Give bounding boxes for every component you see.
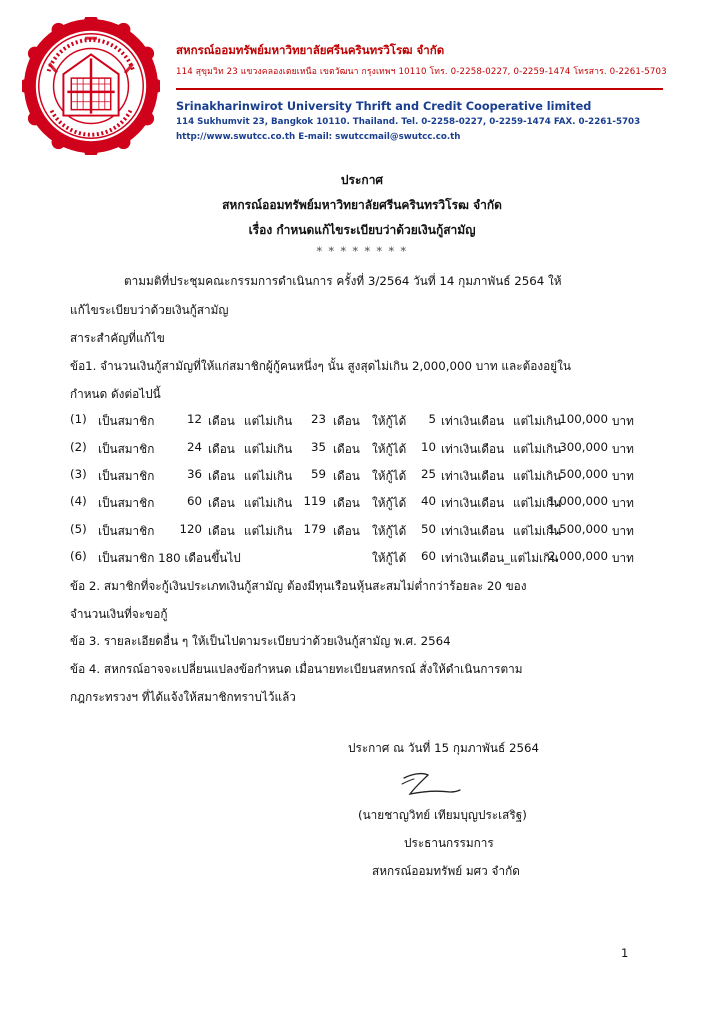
row-not-exceed: แต่ไม่เกิน (244, 496, 293, 510)
item-1-line-1: ข้อ1. จำนวนเงินกู้สามัญที่ให้แก่สมาชิกผู้กู้คนหนึ่งๆ นั้น สูงสุดไม่เกิน 2,000,000 บาท และต้องอยู่ใน (70, 359, 571, 373)
row-times: 50 (420, 522, 436, 536)
row-times: 40 (420, 494, 436, 508)
item-2-line-1: ข้อ 2. สมาชิกที่จะกู้เงินประเภทเงินกู้สามัญ ต้องมีทุนเรือนหุ้นสะสมไม่ต่ำกว่าร้อยละ 20 ของ (70, 579, 527, 593)
intro-line-2: แก้ไขระเบียบว่าด้วยเงินกู้สามัญ (70, 303, 229, 317)
row-loan-label: ให้กู้ได้ (372, 524, 407, 538)
row-baht: บาท (612, 496, 634, 510)
item-1-line-2: กำหนด ดังต่อไปนี้ (70, 387, 161, 401)
row-unit: เดือน (208, 442, 235, 456)
org-web-email: http://www.swutcc.co.th E-mail: swutccmail@swutcc.co.th (176, 132, 461, 142)
announcement-org: สหกรณ์ออมทรัพย์มหาวิทยาลัยศรีนครินทรวิโรฒ จำกัด (222, 198, 502, 212)
row-to-months: 23 (310, 412, 326, 426)
row-amount: 2,000,000 (547, 549, 608, 563)
row-amount: 500,000 (559, 467, 608, 481)
row-unit: เดือน (208, 414, 235, 428)
row-to-months: 59 (310, 467, 326, 481)
row-amount: 1,000,000 (547, 494, 608, 508)
row-member-label: เป็นสมาชิก (98, 469, 155, 483)
row-loan-label: ให้กู้ได้ (372, 414, 407, 428)
row-amount: 1,500,000 (547, 522, 608, 536)
row-not-exceed: แต่ไม่เกิน (244, 469, 293, 483)
org-english-name: Srinakharinwirot University Thrift and Credit Cooperative limited (176, 100, 592, 113)
row-loan-label: ให้กู้ได้ (372, 496, 407, 510)
row-to-months: 179 (303, 522, 326, 536)
announcement-subject: เรื่อง กำหนดแก้ไขระเบียบว่าด้วยเงินกู้สามัญ (248, 223, 476, 237)
row-limit: แต่ไม่เกิน (513, 469, 562, 483)
row-loan-label: ให้กู้ได้ (372, 551, 407, 565)
row-limit: แต่ไม่เกิน (513, 524, 562, 538)
org-thai-address: 114 สุขุมวิท 23 แขวงคลองเตยเหนือ เขตวัฒนา กรุงเทพฯ 10110 โทร. 0-2258-0227, 0-2259-1474 โทรสาร. 0-2261-5703 (176, 67, 667, 77)
signer-org: สหกรณ์ออมทรัพย์ มศว จำกัด (372, 864, 520, 878)
row-times: 25 (420, 467, 436, 481)
row-salary: เท่าเงินเดือน (441, 469, 505, 483)
row-from-months: 60 (186, 494, 202, 508)
row-loan-label: ให้กู้ได้ (372, 469, 407, 483)
row-from-months: 120 (179, 522, 202, 536)
row-number: (6) (70, 549, 87, 563)
row-number: (5) (70, 522, 87, 536)
row-loan-label: ให้กู้ได้ (372, 442, 407, 456)
row-unit: เดือน (208, 496, 235, 510)
row-number: (3) (70, 467, 87, 481)
item-4-line-1: ข้อ 4. สหกรณ์อาจจะเปลี่ยนแปลงข้อกำหนด เมื่อนายทะเบียนสหกรณ์ สั่งให้ดำเนินการตาม (70, 662, 523, 676)
row-unit-2: เดือน (333, 414, 360, 428)
page-number: 1 (621, 946, 629, 960)
org-thai-name: สหกรณ์ออมทรัพย์มหาวิทยาลัยศรีนครินทรวิโรฒ จำกัด (176, 43, 445, 57)
row-number: (1) (70, 412, 87, 426)
row-salary: เท่าเงินเดือน (441, 524, 505, 538)
row-times: 5 (428, 412, 436, 426)
row-from-months: 36 (186, 467, 202, 481)
row-amount: 100,000 (559, 412, 608, 426)
row-baht: บาท (612, 414, 634, 428)
row-number: (4) (70, 494, 87, 508)
row-unit-2: เดือน (333, 524, 360, 538)
row-unit: เดือน (208, 524, 235, 538)
row-baht: บาท (612, 524, 634, 538)
essence-label: สาระสำคัญที่แก้ไข (70, 331, 165, 345)
row-unit-2: เดือน (333, 496, 360, 510)
separator-stars: * * * * * * * * (316, 245, 408, 258)
row-member-label: เป็นสมาชิก (98, 414, 155, 428)
row-to-months: 35 (310, 440, 326, 454)
row-salary: เท่าเงินเดือน (441, 442, 505, 456)
row-unit-2: เดือน (333, 442, 360, 456)
intro-line-1: ตามมติที่ประชุมคณะกรรมการดำเนินการ ครั้งที่ 3/2564 วันที่ 14 กุมภาพันธ์ 2564 ให้ (124, 274, 562, 288)
row-limit: แต่ไม่เกิน (513, 496, 562, 510)
row-member-label: เป็นสมาชิก (98, 496, 155, 510)
row-limit: แต่ไม่เกิน (513, 414, 562, 428)
row-from-months: 12 (186, 412, 202, 426)
row-baht: บาท (612, 551, 634, 565)
announcement-date: ประกาศ ณ วันที่ 15 กุมภาพันธ์ 2564 (348, 741, 539, 755)
signer-name: (นายชาญวิทย์ เทียมบุญประเสริฐ) (358, 808, 527, 822)
row-unit-2: เดือน (333, 469, 360, 483)
row-salary: เท่าเงินเดือน (441, 496, 505, 510)
item-4-line-2: กฎกระทรวงฯ ที่ได้แจ้งให้สมาชิกทราบไว้แล้ว (70, 690, 296, 704)
item-3: ข้อ 3. รายละเอียดอื่น ๆ ให้เป็นไปตามระเบียบว่าด้วยเงินกู้สามัญ พ.ศ. 2564 (70, 634, 451, 648)
row-times: 10 (420, 440, 436, 454)
row-baht: บาท (612, 442, 634, 456)
row-salary-limit: เท่าเงินเดือน_แต่ไม่เกิน (441, 551, 559, 565)
announcement-heading: ประกาศ (340, 173, 384, 187)
header-divider (176, 88, 663, 90)
row-salary: เท่าเงินเดือน (441, 414, 505, 428)
row-number: (2) (70, 440, 87, 454)
row-not-exceed: แต่ไม่เกิน (244, 524, 293, 538)
row-member-label: เป็นสมาชิก (98, 524, 155, 538)
row-member-text: เป็นสมาชิก 180 เดือนขึ้นไป (98, 551, 241, 565)
row-baht: บาท (612, 469, 634, 483)
row-member-label: เป็นสมาชิก (98, 442, 155, 456)
row-not-exceed: แต่ไม่เกิน (244, 414, 293, 428)
row-to-months: 119 (303, 494, 326, 508)
row-times: 60 (420, 549, 436, 563)
org-english-address: 114 Sukhumvit 23, Bangkok 10110. Thailand. Tel. 0-2258-0227, 0-2259-1474 FAX. 0-2261-5703 (176, 117, 641, 127)
row-limit: แต่ไม่เกิน (513, 442, 562, 456)
row-from-months: 24 (186, 440, 202, 454)
item-2-line-2: จำนวนเงินที่จะขอกู้ (70, 607, 168, 621)
row-amount: 300,000 (559, 440, 608, 454)
signer-position: ประธานกรรมการ (404, 836, 494, 850)
row-not-exceed: แต่ไม่เกิน (244, 442, 293, 456)
row-unit: เดือน (208, 469, 235, 483)
signature (398, 770, 462, 800)
cooperative-seal-logo (22, 17, 160, 155)
